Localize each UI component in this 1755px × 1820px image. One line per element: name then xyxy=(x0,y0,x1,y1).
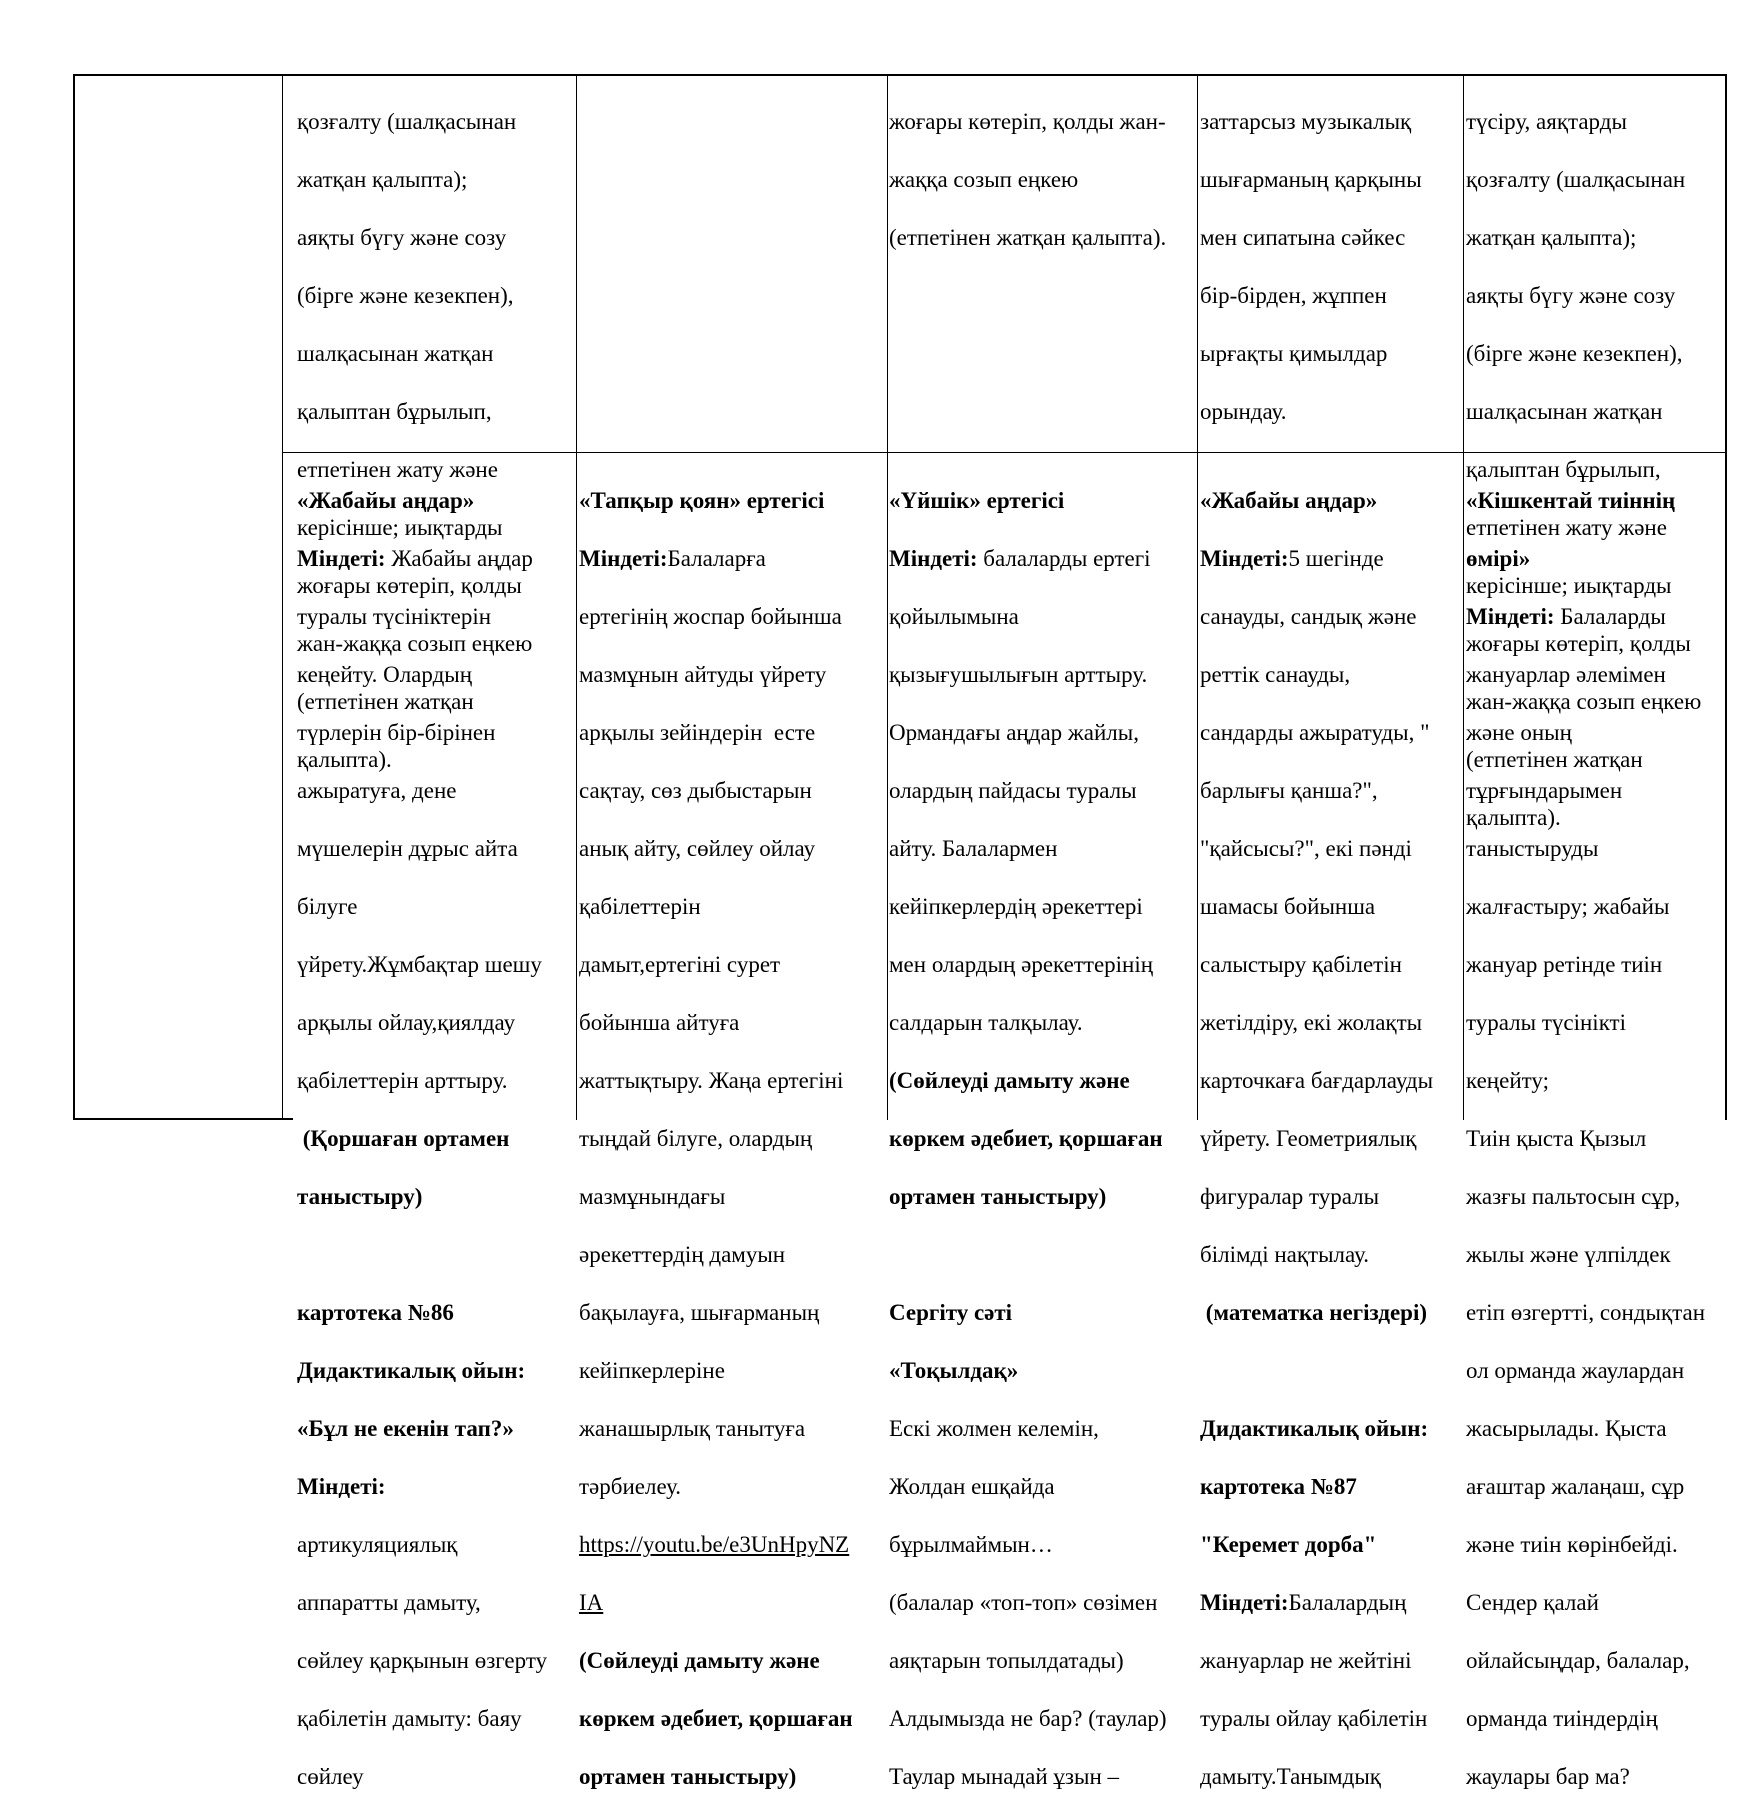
text-line: салдарын талқылау. xyxy=(889,1010,1083,1035)
activity-title: өмірі» xyxy=(1466,546,1531,571)
text-line: аяқты бүгу және созу xyxy=(1466,283,1676,308)
text-line: (бірге және кезекпен), xyxy=(1466,341,1683,366)
text-line: арқылы зейіндерін есте xyxy=(579,720,816,745)
text-line: Таулар мынадай ұзын – xyxy=(889,1764,1120,1789)
text-line: шамасы бойынша xyxy=(1200,894,1376,919)
text-line: қалыптан бұрылып, xyxy=(297,399,492,424)
task-label: Міндеті: xyxy=(889,546,978,571)
text-line: айту. Балалармен xyxy=(889,836,1058,861)
text-line: жаққа созып еңкею xyxy=(889,167,1079,192)
task-text: балаларды ертегі xyxy=(977,546,1151,571)
row2-col3-cell xyxy=(579,457,887,1789)
text-line: бұрылмаймын… xyxy=(889,1532,1053,1557)
text-line: анық айту, сөйлеу ойлау xyxy=(579,836,816,861)
text-line: жетілдіру, екі жолақты xyxy=(1200,1010,1423,1035)
text-line: Ормандағы аңдар жайлы, xyxy=(889,720,1139,745)
text-line: аппаратты дамыту, xyxy=(297,1590,481,1615)
col-divider-4 xyxy=(1197,74,1198,1120)
task-label: Міндеті: xyxy=(1466,604,1555,629)
education-area: ортамен таныстыру) xyxy=(889,1184,1107,1209)
table-left-border xyxy=(73,74,75,1120)
text-line: дамыт,ертегіні сурет xyxy=(579,952,781,977)
text-line: орманда тиіндердің xyxy=(1466,1706,1658,1731)
video-link[interactable]: IA xyxy=(579,1590,604,1615)
education-area: көркем әдебиет, қоршаған xyxy=(579,1706,853,1731)
text-line: шалқасынан жатқан xyxy=(1466,399,1663,424)
education-area: (Сөйлеуді дамыту және xyxy=(889,1068,1130,1093)
text-line: тұрғындарымен xyxy=(1466,778,1623,803)
text-line: қызығушылығын арттыру. xyxy=(889,662,1148,687)
row1-col3-cell xyxy=(579,78,885,450)
text-line: қалыптан бұрылып, xyxy=(1466,457,1661,482)
text-line: және тиін көрінбейді. xyxy=(1466,1532,1678,1557)
table-top-border xyxy=(73,74,1726,76)
text-line: үйрету. Геометриялық xyxy=(1200,1126,1417,1151)
text-line: қалыпта). xyxy=(1466,805,1561,830)
text-line: қалыпта). xyxy=(297,747,392,772)
text-line: сөйлеу xyxy=(297,1764,364,1789)
task-text: Балалардың xyxy=(1288,1590,1407,1615)
text-line: жанашырлық танытуға xyxy=(579,1416,806,1441)
row1-col5-cell xyxy=(1200,78,1462,450)
text-line: жазғы пальтосын сұр, xyxy=(1466,1184,1681,1209)
text-line: аяқтарын топылдатады) xyxy=(889,1648,1124,1673)
text-line: жануар ретінде тиін xyxy=(1466,952,1663,977)
text-line: (етпетінен жатқан xyxy=(1466,747,1643,772)
education-area: (Қоршаған ортамен xyxy=(297,1126,510,1151)
text-line: жоғары көтеріп, қолды xyxy=(297,573,522,598)
text-line: тыңдай білуге, олардың xyxy=(579,1126,813,1151)
text-line: жануарлар әлемімен xyxy=(1466,662,1666,687)
text-line: түрлерін бір-бірінен xyxy=(297,720,496,745)
activity-title: «Тапқыр қоян» ертегісі xyxy=(579,488,825,513)
text-line: санауды, сандық және xyxy=(1200,604,1417,629)
text-line: жоғары көтеріп, қолды жан- xyxy=(889,109,1166,134)
text-line: мазмұнындағы xyxy=(579,1184,726,1209)
row2-col4-cell xyxy=(889,457,1197,1789)
task-text: Жабайы аңдар xyxy=(385,546,533,571)
text-line: жаулары бар ма? xyxy=(1466,1764,1630,1789)
text-line: Сендер қалай xyxy=(1466,1590,1599,1615)
text-line: мазмұнын айтуды үйрету xyxy=(579,662,827,687)
education-area: көркем әдебиет, қоршаған xyxy=(889,1126,1163,1151)
text-line: тәрбиелеу. xyxy=(579,1474,682,1499)
text-line: етпетінен жату және xyxy=(1466,515,1667,540)
text-line: Алдымызда не бар? (таулар) xyxy=(889,1706,1167,1731)
text-line: етіп өзгертті, сондықтан xyxy=(1466,1300,1706,1325)
game-name: "Керемет дорба" xyxy=(1200,1532,1377,1557)
task-label: Міндеті: xyxy=(1200,1590,1289,1615)
text-line: сақтау, сөз дыбыстарын xyxy=(579,778,812,803)
text-line: барлығы қанша?", xyxy=(1200,778,1378,803)
text-line: қабілетін дамыту: баяу xyxy=(297,1706,522,1731)
text-line: "қайсысы?", екі пәнді xyxy=(1200,836,1412,861)
text-line: мен сипатына сәйкес xyxy=(1200,225,1406,250)
text-line: Ескі жолмен келемін, xyxy=(889,1416,1099,1441)
blank-line xyxy=(1200,1356,1464,1385)
activity-title: «Кішкентай тиіннің xyxy=(1466,488,1676,513)
text-line: түсіру, аяқтарды xyxy=(1466,109,1627,134)
text-line: олардың пайдасы туралы xyxy=(889,778,1137,803)
text-line: (етпетінен жатқан қалыпта). xyxy=(889,225,1167,250)
blank-line xyxy=(889,1240,1197,1269)
task-text: Балаларға xyxy=(667,546,766,571)
table-left-bottom-border xyxy=(73,1118,293,1120)
text-line: бақылауға, шығарманың xyxy=(579,1300,820,1325)
text-line: жатқан қалыпта); xyxy=(297,167,468,192)
text-line: ағаштар жалаңаш, сұр xyxy=(1466,1474,1685,1499)
card-number: картотека №86 xyxy=(297,1300,454,1325)
text-line: қозғалту (шалқасынан xyxy=(1466,167,1686,192)
text-line: сандарды ажыратуды, " xyxy=(1200,720,1430,745)
text-line: туралы ойлау қабілетін xyxy=(1200,1706,1428,1731)
text-line: бір-бірден, жұппен xyxy=(1200,283,1387,308)
text-line: аяқты бүгу және созу xyxy=(297,225,507,250)
table-right-border xyxy=(1725,74,1727,1120)
task-text: 5 шегінде xyxy=(1288,546,1384,571)
text-line: туралы түсінікті xyxy=(1466,1010,1627,1035)
education-area: ортамен таныстыру) xyxy=(579,1764,797,1789)
education-area: (математка негіздері) xyxy=(1200,1300,1428,1325)
text-line: таныстыруды xyxy=(1466,836,1599,861)
text-line: фигуралар туралы xyxy=(1200,1184,1380,1209)
text-line: мен олардың әрекеттерінің xyxy=(889,952,1154,977)
text-line: ойлайсыңдар, балалар, xyxy=(1466,1648,1690,1673)
text-line: ырғақты қимылдар xyxy=(1200,341,1388,366)
text-line: жоғары көтеріп, қолды xyxy=(1466,631,1691,656)
text-line: қозғалту (шалқасынан xyxy=(297,109,517,134)
task-label: Міндеті: xyxy=(1200,546,1289,571)
game-label: Дидактикалық ойын: xyxy=(1200,1416,1429,1441)
text-line: реттік санауды, xyxy=(1200,662,1351,687)
text-line: жан-жаққа созып еңкею xyxy=(1466,689,1702,714)
task-label: Міндеті: xyxy=(297,546,386,571)
text-line: Тиін қыста Қызыл xyxy=(1466,1126,1647,1151)
text-line: (етпетінен жатқан xyxy=(297,689,474,714)
text-line: және оның xyxy=(1466,720,1572,745)
text-line: жануарлар не жейтіні xyxy=(1200,1648,1412,1673)
activity-title: «Жабайы аңдар» xyxy=(297,488,475,513)
text-line: туралы түсініктерін xyxy=(297,604,492,629)
text-line: керісінше; иықтарды xyxy=(297,515,503,540)
text-line: жылы және үлпілдек xyxy=(1466,1242,1671,1267)
text-line: жан-жаққа созып еңкею xyxy=(297,631,533,656)
text-line: Жолдан ешқайда xyxy=(889,1474,1055,1499)
row1-col4-cell xyxy=(889,78,1195,450)
blank-line xyxy=(297,1240,579,1269)
moment-name: «Тоқылдақ» xyxy=(889,1358,1019,1383)
text-line: кеңейту; xyxy=(1466,1068,1549,1093)
text-line: сөйлеу қарқынын өзгерту xyxy=(297,1648,548,1673)
text-line: бойынша айтуға xyxy=(579,1010,740,1035)
activity-title: «Жабайы аңдар» xyxy=(1200,488,1378,513)
text-line: үйрету.Жұмбақтар шешу xyxy=(297,952,542,977)
game-label: Дидактикалық ойын: xyxy=(297,1358,526,1383)
card-number: картотека №87 xyxy=(1200,1474,1357,1499)
text-line: қабілеттерін арттыру. xyxy=(297,1068,508,1093)
text-line: дамыту.Танымдық xyxy=(1200,1764,1381,1789)
education-area: таныстыру) xyxy=(297,1184,423,1209)
text-line: артикуляциялық xyxy=(297,1532,458,1557)
col-divider-1 xyxy=(282,74,283,1120)
moment-label: Сергіту сәті xyxy=(889,1300,1013,1325)
text-line: арқылы ойлау,қиялдау xyxy=(297,1010,516,1035)
text-line: шығарманың қарқыны xyxy=(1200,167,1422,192)
text-line: (балалар «топ-топ» сөзімен xyxy=(889,1590,1158,1615)
text-line: етпетінен жату және xyxy=(297,457,498,482)
col-divider-3 xyxy=(887,74,888,1120)
text-line: (бірге және кезекпен), xyxy=(297,283,514,308)
task-text: Балаларды xyxy=(1554,604,1666,629)
text-line: салыстыру қабілетін xyxy=(1200,952,1402,977)
text-line: заттарсыз музыкалық xyxy=(1200,109,1412,134)
text-line: ажыратуға, дене xyxy=(297,778,457,803)
text-line: білуге xyxy=(297,894,358,919)
text-line: әрекеттердің дамуын xyxy=(579,1242,786,1267)
text-line: қабілеттерін xyxy=(579,894,701,919)
task-label: Міндеті: xyxy=(579,546,668,571)
text-line: шалқасынан жатқан xyxy=(297,341,494,366)
text-line: керісінше; иықтарды xyxy=(1466,573,1672,598)
education-area: (Сөйлеуді дамыту және xyxy=(579,1648,820,1673)
text-line: жалғастыру; жабайы xyxy=(1466,894,1670,919)
text-line: кейіпкерлеріне xyxy=(579,1358,725,1383)
text-line: ертегінің жоспар бойынша xyxy=(579,604,842,629)
text-line: кейіпкерлердің әрекеттері xyxy=(889,894,1143,919)
text-line: білімді нақтылау. xyxy=(1200,1242,1370,1267)
row2-col6-cell xyxy=(1466,457,1724,1789)
text-line: кеңейту. Олардың xyxy=(297,662,473,687)
text-line: орындау. xyxy=(1200,399,1287,424)
text-line: жаттықтыру. Жаңа ертегіні xyxy=(579,1068,844,1093)
task-label: Міндеті: xyxy=(297,1474,386,1499)
activity-title: «Үйшік» ертегісі xyxy=(889,488,1065,513)
text-line: жатқан қалыпта); xyxy=(1466,225,1637,250)
row2-col2-cell xyxy=(297,457,579,1789)
text-line: ол орманда жаулардан xyxy=(1466,1358,1685,1383)
text-line: қойылымына xyxy=(889,604,1019,629)
text-line: мүшелерін дұрыс айта xyxy=(297,836,518,861)
row2-col5-cell xyxy=(1200,457,1464,1789)
video-link[interactable]: https://youtu.be/e3UnHpyNZ xyxy=(579,1532,850,1557)
game-name: «Бұл не екенін тап?» xyxy=(297,1416,514,1441)
text-line: жасырылады. Қыста xyxy=(1466,1416,1667,1441)
text-line: карточкаға бағдарлауды xyxy=(1200,1068,1434,1093)
